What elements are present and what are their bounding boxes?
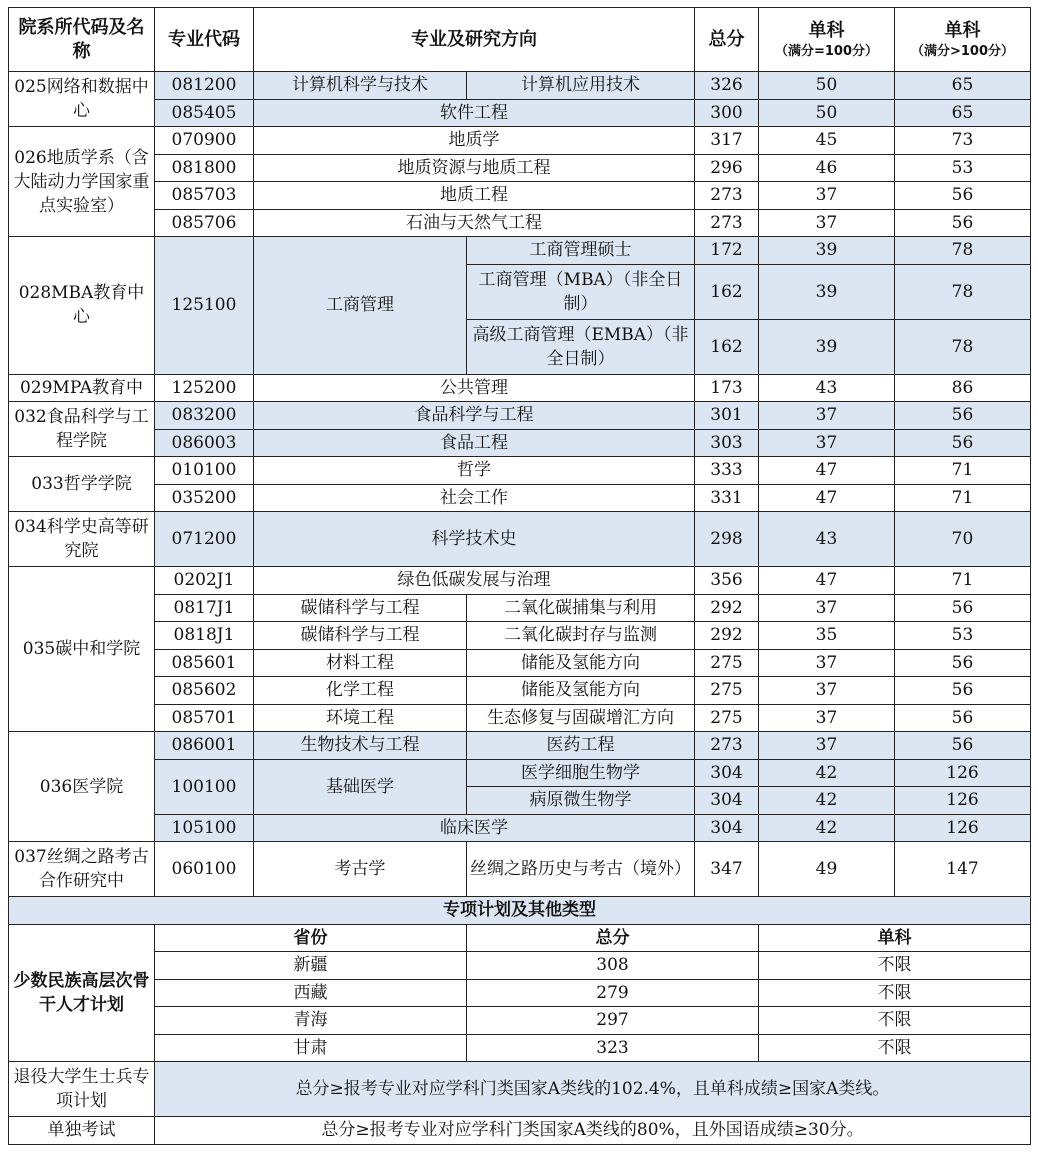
total-cell: 331 — [695, 484, 759, 512]
major-cell: 碳储科学与工程 — [254, 622, 467, 650]
code-cell: 086003 — [155, 429, 254, 457]
province-row — [9, 979, 1031, 1007]
table-row — [9, 72, 1031, 100]
direction-cell: 计算机应用技术 — [467, 72, 695, 100]
total-cell: 275 — [695, 649, 759, 677]
code-cell: 085602 — [155, 677, 254, 705]
major-cell: 公共管理 — [254, 374, 695, 402]
single100-cell: 37 — [759, 732, 895, 760]
major-cell: 工商管理 — [254, 237, 467, 375]
single-gt100-cell: 126 — [895, 814, 1031, 842]
separate-exam-label: 单独考试 — [9, 1117, 155, 1145]
total-cell: 300 — [695, 99, 759, 127]
table-header-row — [9, 8, 1031, 72]
minority-plan-label: 少数民族高层次骨干人才计划 — [9, 924, 155, 1062]
table-row — [9, 374, 1031, 402]
single-gt100-cell: 56 — [895, 732, 1031, 760]
province-name: 西藏 — [155, 979, 467, 1007]
direction-cell: 丝绸之路历史与考古（境外） — [467, 842, 695, 897]
single100-cell: 50 — [759, 99, 895, 127]
header-single-100: 单科 （满分=100分） — [759, 8, 895, 72]
single-gt100-cell: 56 — [895, 429, 1031, 457]
direction-cell: 工商管理硕士 — [467, 237, 695, 265]
unit-037: 037丝绸之路考古合作研究中 — [9, 842, 155, 897]
score-table — [8, 7, 1031, 1145]
direction-cell: 医药工程 — [467, 732, 695, 760]
major-cell: 碳储科学与工程 — [254, 594, 467, 622]
major-cell: 食品工程 — [254, 429, 695, 457]
major-cell: 考古学 — [254, 842, 467, 897]
major-cell: 哲学 — [254, 457, 695, 485]
single-gt100-cell: 147 — [895, 842, 1031, 897]
total-cell: 304 — [695, 814, 759, 842]
total-cell: 162 — [695, 264, 759, 319]
table-row — [9, 484, 1031, 512]
direction-cell: 储能及氢能方向 — [467, 677, 695, 705]
code-cell: 083200 — [155, 402, 254, 430]
province-header: 省份 — [155, 924, 467, 952]
single-gt100-cell: 126 — [895, 787, 1031, 815]
table-row — [9, 842, 1031, 897]
province-total-header: 总分 — [467, 924, 759, 952]
separate-exam-row — [9, 1117, 1031, 1145]
province-total: 297 — [467, 1007, 759, 1035]
major-cell: 食品科学与工程 — [254, 402, 695, 430]
province-name: 甘肃 — [155, 1034, 467, 1062]
table-row — [9, 402, 1031, 430]
single100-cell: 43 — [759, 512, 895, 567]
single-gt100-cell: 78 — [895, 264, 1031, 319]
total-cell: 304 — [695, 759, 759, 787]
total-cell: 273 — [695, 182, 759, 210]
single100-cell: 39 — [759, 264, 895, 319]
code-cell: 081800 — [155, 154, 254, 182]
single-gt100-cell: 65 — [895, 72, 1031, 100]
table-row — [9, 182, 1031, 210]
table-row — [9, 677, 1031, 705]
code-cell: 0818J1 — [155, 622, 254, 650]
total-cell: 273 — [695, 732, 759, 760]
unit-032: 032食品科学与工程学院 — [9, 402, 155, 457]
unit-028: 028MBA教育中心 — [9, 237, 155, 375]
single100-cell: 47 — [759, 457, 895, 485]
single-gt100-cell: 78 — [895, 237, 1031, 265]
code-cell: 085706 — [155, 209, 254, 237]
header-total: 总分 — [695, 8, 759, 72]
single100-cell: 37 — [759, 649, 895, 677]
table-row — [9, 594, 1031, 622]
separate-exam-text: 总分≥报考专业对应学科门类国家A类线的80%，且外国语成绩≥30分。 — [155, 1117, 1031, 1145]
header-unit: 院系所代码及名称 — [9, 8, 155, 72]
single-gt100-cell: 86 — [895, 374, 1031, 402]
code-cell: 105100 — [155, 814, 254, 842]
table-row — [9, 154, 1031, 182]
table-row — [9, 759, 1031, 787]
total-cell: 347 — [695, 842, 759, 897]
single100-cell: 47 — [759, 567, 895, 595]
major-cell: 社会工作 — [254, 484, 695, 512]
major-cell: 环境工程 — [254, 704, 467, 732]
header-major: 专业及研究方向 — [254, 8, 695, 72]
major-cell: 化学工程 — [254, 677, 467, 705]
single100-cell: 37 — [759, 704, 895, 732]
single-gt100-cell: 53 — [895, 622, 1031, 650]
table-row — [9, 429, 1031, 457]
single-gt100-cell: 78 — [895, 319, 1031, 374]
header-code: 专业代码 — [155, 8, 254, 72]
score-table-container — [8, 7, 1031, 1145]
total-cell: 275 — [695, 677, 759, 705]
single100-cell: 39 — [759, 237, 895, 265]
table-row — [9, 732, 1031, 760]
code-cell: 070900 — [155, 127, 254, 155]
special-section-header-row — [9, 897, 1031, 925]
province-total: 279 — [467, 979, 759, 1007]
unit-034: 034科学史高等研究院 — [9, 512, 155, 567]
code-cell: 035200 — [155, 484, 254, 512]
veteran-plan-row — [9, 1062, 1031, 1117]
total-cell: 304 — [695, 787, 759, 815]
code-cell: 071200 — [155, 512, 254, 567]
major-cell: 地质资源与地质工程 — [254, 154, 695, 182]
table-row — [9, 567, 1031, 595]
province-single: 不限 — [759, 1007, 1031, 1035]
code-cell: 085601 — [155, 649, 254, 677]
province-row — [9, 1034, 1031, 1062]
province-row — [9, 1007, 1031, 1035]
single100-cell: 50 — [759, 72, 895, 100]
total-cell: 292 — [695, 594, 759, 622]
unit-029: 029MPA教育中 — [9, 374, 155, 402]
major-cell: 材料工程 — [254, 649, 467, 677]
province-name: 新疆 — [155, 952, 467, 980]
special-section-title: 专项计划及其他类型 — [9, 897, 1031, 925]
single100-cell: 37 — [759, 594, 895, 622]
code-cell: 085405 — [155, 99, 254, 127]
total-cell: 173 — [695, 374, 759, 402]
single-gt100-cell: 56 — [895, 402, 1031, 430]
total-cell: 275 — [695, 704, 759, 732]
single-gt100-cell: 56 — [895, 594, 1031, 622]
code-cell: 010100 — [155, 457, 254, 485]
unit-036: 036医学院 — [9, 732, 155, 842]
code-cell: 060100 — [155, 842, 254, 897]
total-cell: 326 — [695, 72, 759, 100]
single-gt100-cell: 126 — [895, 759, 1031, 787]
major-cell: 石油与天然气工程 — [254, 209, 695, 237]
direction-cell: 生态修复与固碳增汇方向 — [467, 704, 695, 732]
veteran-plan-text: 总分≥报考专业对应学科门类国家A类线的102.4%，且单科成绩≥国家A类线。 — [155, 1062, 1031, 1117]
code-cell: 100100 — [155, 759, 254, 814]
table-row — [9, 237, 1031, 265]
major-cell: 绿色低碳发展与治理 — [254, 567, 695, 595]
single100-cell: 39 — [759, 319, 895, 374]
total-cell: 303 — [695, 429, 759, 457]
direction-cell: 高级工商管理（EMBA）（非全日制） — [467, 319, 695, 374]
single-gt100-cell: 56 — [895, 182, 1031, 210]
veteran-plan-label: 退役大学生士兵专项计划 — [9, 1062, 155, 1117]
total-cell: 356 — [695, 567, 759, 595]
table-row — [9, 512, 1031, 567]
single100-cell: 35 — [759, 622, 895, 650]
direction-cell: 工商管理（MBA）（非全日制） — [467, 264, 695, 319]
total-cell: 172 — [695, 237, 759, 265]
major-cell: 软件工程 — [254, 99, 695, 127]
total-cell: 317 — [695, 127, 759, 155]
header-single-gt100: 单科 （满分>100分） — [895, 8, 1031, 72]
single-gt100-cell: 56 — [895, 649, 1031, 677]
total-cell: 296 — [695, 154, 759, 182]
unit-026: 026地质学系（含大陆动力学国家重点实验室） — [9, 127, 155, 237]
major-cell: 地质工程 — [254, 182, 695, 210]
single-gt100-cell: 65 — [895, 99, 1031, 127]
province-single: 不限 — [759, 979, 1031, 1007]
table-row — [9, 649, 1031, 677]
direction-cell: 病原微生物学 — [467, 787, 695, 815]
single100-cell: 37 — [759, 429, 895, 457]
code-cell: 0202J1 — [155, 567, 254, 595]
total-cell: 301 — [695, 402, 759, 430]
single100-cell: 42 — [759, 759, 895, 787]
single-gt100-cell: 70 — [895, 512, 1031, 567]
table-row — [9, 622, 1031, 650]
unit-025: 025网络和数据中心 — [9, 72, 155, 127]
single100-cell: 37 — [759, 182, 895, 210]
code-cell: 0817J1 — [155, 594, 254, 622]
major-cell: 地质学 — [254, 127, 695, 155]
table-row — [9, 127, 1031, 155]
code-cell: 085701 — [155, 704, 254, 732]
single100-cell: 42 — [759, 787, 895, 815]
direction-cell: 储能及氢能方向 — [467, 649, 695, 677]
code-cell: 086001 — [155, 732, 254, 760]
code-cell: 085703 — [155, 182, 254, 210]
total-cell: 298 — [695, 512, 759, 567]
single-gt100-cell: 71 — [895, 567, 1031, 595]
direction-cell: 医学细胞生物学 — [467, 759, 695, 787]
total-cell: 273 — [695, 209, 759, 237]
single100-cell: 37 — [759, 677, 895, 705]
major-cell: 计算机科学与技术 — [254, 72, 467, 100]
table-row — [9, 704, 1031, 732]
single100-cell: 37 — [759, 402, 895, 430]
single100-cell: 43 — [759, 374, 895, 402]
single100-cell: 42 — [759, 814, 895, 842]
unit-033: 033哲学学院 — [9, 457, 155, 512]
province-name: 青海 — [155, 1007, 467, 1035]
code-cell: 125200 — [155, 374, 254, 402]
table-row — [9, 209, 1031, 237]
single-gt100-cell: 71 — [895, 484, 1031, 512]
single-gt100-cell: 71 — [895, 457, 1031, 485]
single100-cell: 47 — [759, 484, 895, 512]
major-cell: 生物技术与工程 — [254, 732, 467, 760]
single-gt100-cell: 73 — [895, 127, 1031, 155]
total-cell: 162 — [695, 319, 759, 374]
province-total: 323 — [467, 1034, 759, 1062]
province-single: 不限 — [759, 952, 1031, 980]
table-row — [9, 457, 1031, 485]
single100-cell: 37 — [759, 209, 895, 237]
province-single: 不限 — [759, 1034, 1031, 1062]
single100-cell: 49 — [759, 842, 895, 897]
unit-035: 035碳中和学院 — [9, 567, 155, 732]
province-single-header: 单科 — [759, 924, 1031, 952]
table-row — [9, 814, 1031, 842]
single100-cell: 46 — [759, 154, 895, 182]
total-cell: 333 — [695, 457, 759, 485]
major-cell: 基础医学 — [254, 759, 467, 814]
single-gt100-cell: 56 — [895, 209, 1031, 237]
single100-cell: 45 — [759, 127, 895, 155]
direction-cell: 二氧化碳封存与监测 — [467, 622, 695, 650]
province-row — [9, 952, 1031, 980]
minority-header-row — [9, 924, 1031, 952]
code-cell: 081200 — [155, 72, 254, 100]
province-total: 308 — [467, 952, 759, 980]
major-cell: 科学技术史 — [254, 512, 695, 567]
major-cell: 临床医学 — [254, 814, 695, 842]
single-gt100-cell: 56 — [895, 704, 1031, 732]
table-row — [9, 99, 1031, 127]
total-cell: 292 — [695, 622, 759, 650]
single-gt100-cell: 56 — [895, 677, 1031, 705]
code-cell: 125100 — [155, 237, 254, 375]
direction-cell: 二氧化碳捕集与利用 — [467, 594, 695, 622]
single-gt100-cell: 53 — [895, 154, 1031, 182]
